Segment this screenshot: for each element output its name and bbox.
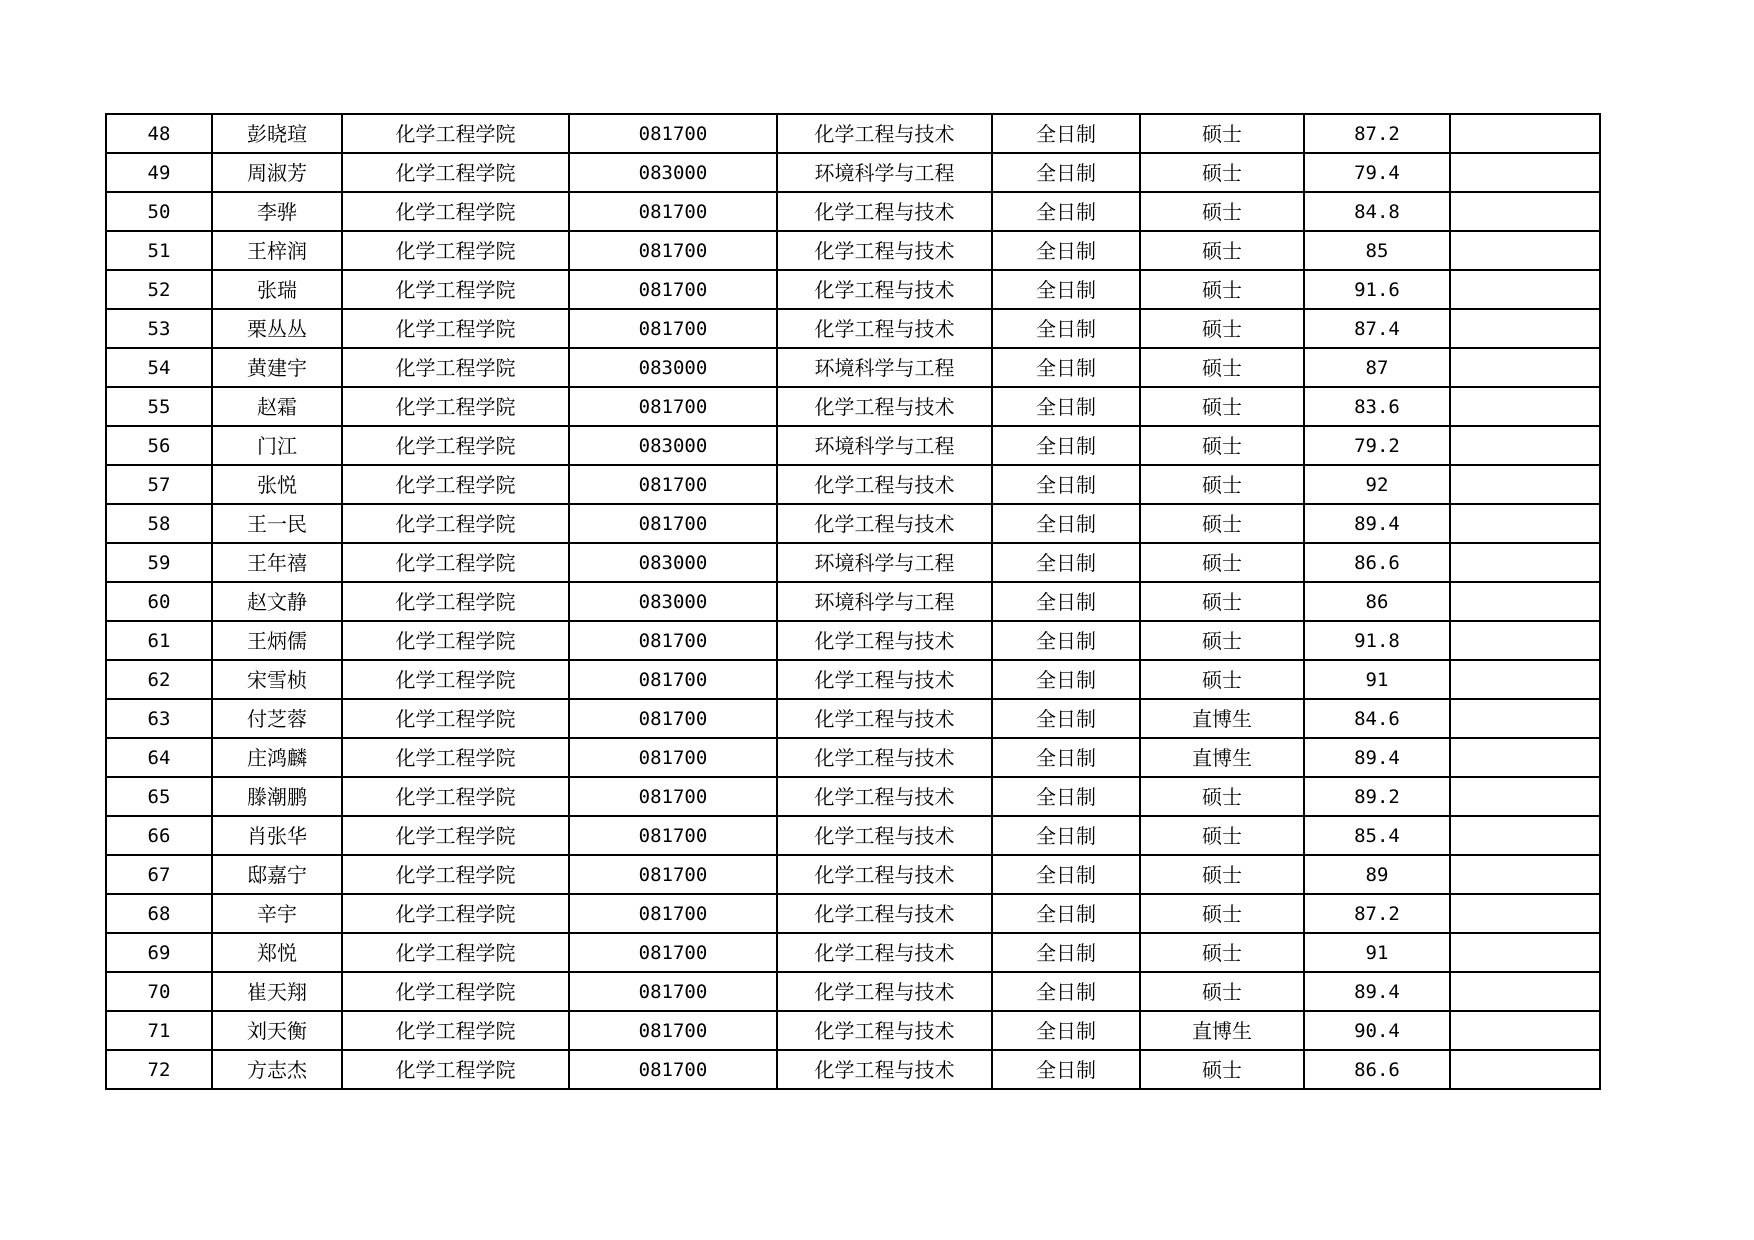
major-name-cell: 化学工程与技术 (777, 504, 992, 543)
student-name-cell: 宋雪桢 (212, 660, 342, 699)
remark-cell (1450, 1050, 1600, 1089)
table-row (106, 738, 1600, 777)
college-cell: 化学工程学院 (342, 465, 569, 504)
remark-cell (1450, 348, 1600, 387)
remark-cell (1450, 855, 1600, 894)
college-cell: 化学工程学院 (342, 231, 569, 270)
degree-type-cell: 直博生 (1140, 699, 1304, 738)
major-code-cell: 083000 (569, 153, 777, 192)
row-number-cell: 53 (106, 309, 212, 348)
row-number-cell: 62 (106, 660, 212, 699)
major-code-cell: 081700 (569, 855, 777, 894)
remark-cell (1450, 309, 1600, 348)
score-cell: 79.2 (1304, 426, 1450, 465)
score-cell: 89.4 (1304, 972, 1450, 1011)
row-number-cell: 66 (106, 816, 212, 855)
row-number-cell: 49 (106, 153, 212, 192)
score-cell: 86.6 (1304, 1050, 1450, 1089)
college-cell: 化学工程学院 (342, 192, 569, 231)
remark-cell (1450, 426, 1600, 465)
student-name-cell: 辛宇 (212, 894, 342, 933)
college-cell: 化学工程学院 (342, 582, 569, 621)
remark-cell (1450, 972, 1600, 1011)
remark-cell (1450, 504, 1600, 543)
study-mode-cell: 全日制 (992, 426, 1140, 465)
major-code-cell: 081700 (569, 738, 777, 777)
remark-cell (1450, 660, 1600, 699)
study-mode-cell: 全日制 (992, 309, 1140, 348)
study-mode-cell: 全日制 (992, 777, 1140, 816)
row-number-cell: 57 (106, 465, 212, 504)
major-name-cell: 化学工程与技术 (777, 1011, 992, 1050)
row-number-cell: 52 (106, 270, 212, 309)
degree-type-cell: 直博生 (1140, 738, 1304, 777)
row-number-cell: 58 (106, 504, 212, 543)
remark-cell (1450, 231, 1600, 270)
study-mode-cell: 全日制 (992, 114, 1140, 153)
score-cell: 85.4 (1304, 816, 1450, 855)
study-mode-cell: 全日制 (992, 270, 1140, 309)
row-number-cell: 51 (106, 231, 212, 270)
student-name-cell: 张瑞 (212, 270, 342, 309)
college-cell: 化学工程学院 (342, 309, 569, 348)
table-row (106, 933, 1600, 972)
study-mode-cell: 全日制 (992, 1011, 1140, 1050)
study-mode-cell: 全日制 (992, 231, 1140, 270)
remark-cell (1450, 270, 1600, 309)
score-cell: 84.6 (1304, 699, 1450, 738)
row-number-cell: 64 (106, 738, 212, 777)
major-name-cell: 化学工程与技术 (777, 660, 992, 699)
student-name-cell: 李骅 (212, 192, 342, 231)
degree-type-cell: 硕士 (1140, 1050, 1304, 1089)
degree-type-cell: 硕士 (1140, 621, 1304, 660)
degree-type-cell: 硕士 (1140, 504, 1304, 543)
degree-type-cell: 硕士 (1140, 855, 1304, 894)
roster-body (106, 114, 1600, 1089)
remark-cell (1450, 543, 1600, 582)
score-cell: 90.4 (1304, 1011, 1450, 1050)
row-number-cell: 72 (106, 1050, 212, 1089)
score-cell: 87.2 (1304, 114, 1450, 153)
college-cell: 化学工程学院 (342, 1050, 569, 1089)
score-cell: 89.4 (1304, 504, 1450, 543)
major-code-cell: 083000 (569, 543, 777, 582)
remark-cell (1450, 387, 1600, 426)
study-mode-cell: 全日制 (992, 1050, 1140, 1089)
degree-type-cell: 硕士 (1140, 231, 1304, 270)
table-row (106, 153, 1600, 192)
score-cell: 89 (1304, 855, 1450, 894)
table-row (106, 231, 1600, 270)
major-code-cell: 081700 (569, 816, 777, 855)
table-row (106, 582, 1600, 621)
major-code-cell: 081700 (569, 972, 777, 1011)
college-cell: 化学工程学院 (342, 894, 569, 933)
row-number-cell: 61 (106, 621, 212, 660)
student-name-cell: 张悦 (212, 465, 342, 504)
score-cell: 85 (1304, 231, 1450, 270)
remark-cell (1450, 933, 1600, 972)
score-cell: 89.2 (1304, 777, 1450, 816)
remark-cell (1450, 777, 1600, 816)
study-mode-cell: 全日制 (992, 699, 1140, 738)
remark-cell (1450, 153, 1600, 192)
student-name-cell: 刘天衡 (212, 1011, 342, 1050)
student-name-cell: 栗丛丛 (212, 309, 342, 348)
major-code-cell: 081700 (569, 660, 777, 699)
major-code-cell: 081700 (569, 387, 777, 426)
college-cell: 化学工程学院 (342, 1011, 569, 1050)
major-code-cell: 081700 (569, 270, 777, 309)
major-name-cell: 化学工程与技术 (777, 1050, 992, 1089)
college-cell: 化学工程学院 (342, 660, 569, 699)
score-cell: 91.8 (1304, 621, 1450, 660)
study-mode-cell: 全日制 (992, 582, 1140, 621)
college-cell: 化学工程学院 (342, 543, 569, 582)
score-cell: 83.6 (1304, 387, 1450, 426)
major-name-cell: 化学工程与技术 (777, 816, 992, 855)
college-cell: 化学工程学院 (342, 621, 569, 660)
student-name-cell: 黄建宇 (212, 348, 342, 387)
score-cell: 91.6 (1304, 270, 1450, 309)
major-code-cell: 081700 (569, 465, 777, 504)
study-mode-cell: 全日制 (992, 348, 1140, 387)
major-name-cell: 化学工程与技术 (777, 894, 992, 933)
remark-cell (1450, 1011, 1600, 1050)
score-cell: 87.4 (1304, 309, 1450, 348)
study-mode-cell: 全日制 (992, 504, 1140, 543)
table-row (106, 465, 1600, 504)
student-name-cell: 赵文静 (212, 582, 342, 621)
roster-table (105, 113, 1601, 1090)
study-mode-cell: 全日制 (992, 621, 1140, 660)
college-cell: 化学工程学院 (342, 348, 569, 387)
degree-type-cell: 硕士 (1140, 153, 1304, 192)
student-name-cell: 王梓润 (212, 231, 342, 270)
table-row (106, 114, 1600, 153)
remark-cell (1450, 114, 1600, 153)
student-name-cell: 郑悦 (212, 933, 342, 972)
study-mode-cell: 全日制 (992, 933, 1140, 972)
study-mode-cell: 全日制 (992, 738, 1140, 777)
table-row (106, 972, 1600, 1011)
degree-type-cell: 硕士 (1140, 270, 1304, 309)
score-cell: 86 (1304, 582, 1450, 621)
row-number-cell: 59 (106, 543, 212, 582)
major-name-cell: 环境科学与工程 (777, 582, 992, 621)
major-code-cell: 081700 (569, 621, 777, 660)
major-code-cell: 081700 (569, 777, 777, 816)
major-name-cell: 化学工程与技术 (777, 738, 992, 777)
study-mode-cell: 全日制 (992, 465, 1140, 504)
remark-cell (1450, 894, 1600, 933)
degree-type-cell: 硕士 (1140, 660, 1304, 699)
college-cell: 化学工程学院 (342, 426, 569, 465)
row-number-cell: 68 (106, 894, 212, 933)
remark-cell (1450, 582, 1600, 621)
college-cell: 化学工程学院 (342, 738, 569, 777)
student-name-cell: 邸嘉宁 (212, 855, 342, 894)
major-name-cell: 化学工程与技术 (777, 972, 992, 1011)
table-row (106, 543, 1600, 582)
major-code-cell: 081700 (569, 894, 777, 933)
score-cell: 89.4 (1304, 738, 1450, 777)
remark-cell (1450, 816, 1600, 855)
student-name-cell: 周淑芳 (212, 153, 342, 192)
table-row (106, 1011, 1600, 1050)
study-mode-cell: 全日制 (992, 153, 1140, 192)
row-number-cell: 60 (106, 582, 212, 621)
student-name-cell: 庄鸿麟 (212, 738, 342, 777)
remark-cell (1450, 465, 1600, 504)
remark-cell (1450, 621, 1600, 660)
major-name-cell: 化学工程与技术 (777, 114, 992, 153)
row-number-cell: 50 (106, 192, 212, 231)
major-code-cell: 081700 (569, 699, 777, 738)
table-row (106, 660, 1600, 699)
study-mode-cell: 全日制 (992, 972, 1140, 1011)
student-name-cell: 赵霜 (212, 387, 342, 426)
major-code-cell: 083000 (569, 426, 777, 465)
degree-type-cell: 硕士 (1140, 972, 1304, 1011)
degree-type-cell: 硕士 (1140, 894, 1304, 933)
score-cell: 92 (1304, 465, 1450, 504)
table-row (106, 192, 1600, 231)
college-cell: 化学工程学院 (342, 270, 569, 309)
score-cell: 84.8 (1304, 192, 1450, 231)
major-name-cell: 化学工程与技术 (777, 192, 992, 231)
degree-type-cell: 硕士 (1140, 309, 1304, 348)
table-row (106, 387, 1600, 426)
table-row (106, 309, 1600, 348)
row-number-cell: 63 (106, 699, 212, 738)
student-name-cell: 方志杰 (212, 1050, 342, 1089)
major-code-cell: 081700 (569, 1011, 777, 1050)
major-name-cell: 化学工程与技术 (777, 933, 992, 972)
score-cell: 86.6 (1304, 543, 1450, 582)
degree-type-cell: 直博生 (1140, 1011, 1304, 1050)
study-mode-cell: 全日制 (992, 660, 1140, 699)
major-name-cell: 化学工程与技术 (777, 231, 992, 270)
major-code-cell: 083000 (569, 582, 777, 621)
student-name-cell: 肖张华 (212, 816, 342, 855)
row-number-cell: 69 (106, 933, 212, 972)
row-number-cell: 67 (106, 855, 212, 894)
study-mode-cell: 全日制 (992, 855, 1140, 894)
table-row (106, 855, 1600, 894)
major-code-cell: 083000 (569, 348, 777, 387)
major-code-cell: 081700 (569, 231, 777, 270)
major-name-cell: 化学工程与技术 (777, 777, 992, 816)
row-number-cell: 48 (106, 114, 212, 153)
student-name-cell: 王年禧 (212, 543, 342, 582)
row-number-cell: 54 (106, 348, 212, 387)
degree-type-cell: 硕士 (1140, 192, 1304, 231)
student-name-cell: 付芝蓉 (212, 699, 342, 738)
college-cell: 化学工程学院 (342, 933, 569, 972)
student-name-cell: 彭晓瑄 (212, 114, 342, 153)
student-name-cell: 崔天翔 (212, 972, 342, 1011)
student-name-cell: 王炳儒 (212, 621, 342, 660)
major-name-cell: 环境科学与工程 (777, 348, 992, 387)
row-number-cell: 70 (106, 972, 212, 1011)
score-cell: 79.4 (1304, 153, 1450, 192)
row-number-cell: 56 (106, 426, 212, 465)
table-row (106, 1050, 1600, 1089)
table-row (106, 348, 1600, 387)
degree-type-cell: 硕士 (1140, 816, 1304, 855)
major-name-cell: 化学工程与技术 (777, 465, 992, 504)
table-row (106, 894, 1600, 933)
student-name-cell: 滕潮鹏 (212, 777, 342, 816)
table-row (106, 426, 1600, 465)
score-cell: 91 (1304, 660, 1450, 699)
score-cell: 87 (1304, 348, 1450, 387)
major-name-cell: 环境科学与工程 (777, 426, 992, 465)
student-name-cell: 门江 (212, 426, 342, 465)
degree-type-cell: 硕士 (1140, 543, 1304, 582)
degree-type-cell: 硕士 (1140, 582, 1304, 621)
study-mode-cell: 全日制 (992, 894, 1140, 933)
study-mode-cell: 全日制 (992, 543, 1140, 582)
table-row (106, 621, 1600, 660)
major-code-cell: 081700 (569, 933, 777, 972)
college-cell: 化学工程学院 (342, 504, 569, 543)
student-name-cell: 王一民 (212, 504, 342, 543)
major-code-cell: 081700 (569, 192, 777, 231)
college-cell: 化学工程学院 (342, 816, 569, 855)
remark-cell (1450, 738, 1600, 777)
degree-type-cell: 硕士 (1140, 933, 1304, 972)
college-cell: 化学工程学院 (342, 855, 569, 894)
study-mode-cell: 全日制 (992, 387, 1140, 426)
degree-type-cell: 硕士 (1140, 465, 1304, 504)
study-mode-cell: 全日制 (992, 192, 1140, 231)
college-cell: 化学工程学院 (342, 153, 569, 192)
major-code-cell: 081700 (569, 1050, 777, 1089)
major-name-cell: 化学工程与技术 (777, 855, 992, 894)
college-cell: 化学工程学院 (342, 387, 569, 426)
major-name-cell: 化学工程与技术 (777, 270, 992, 309)
major-name-cell: 环境科学与工程 (777, 153, 992, 192)
major-code-cell: 081700 (569, 114, 777, 153)
row-number-cell: 55 (106, 387, 212, 426)
major-name-cell: 化学工程与技术 (777, 309, 992, 348)
table-row (106, 270, 1600, 309)
score-cell: 91 (1304, 933, 1450, 972)
degree-type-cell: 硕士 (1140, 426, 1304, 465)
table-row (106, 816, 1600, 855)
college-cell: 化学工程学院 (342, 114, 569, 153)
table-row (106, 699, 1600, 738)
major-code-cell: 081700 (569, 504, 777, 543)
score-cell: 87.2 (1304, 894, 1450, 933)
degree-type-cell: 硕士 (1140, 777, 1304, 816)
college-cell: 化学工程学院 (342, 972, 569, 1011)
degree-type-cell: 硕士 (1140, 348, 1304, 387)
college-cell: 化学工程学院 (342, 777, 569, 816)
study-mode-cell: 全日制 (992, 816, 1140, 855)
major-name-cell: 化学工程与技术 (777, 387, 992, 426)
major-name-cell: 环境科学与工程 (777, 543, 992, 582)
major-name-cell: 化学工程与技术 (777, 621, 992, 660)
college-cell: 化学工程学院 (342, 699, 569, 738)
major-name-cell: 化学工程与技术 (777, 699, 992, 738)
row-number-cell: 65 (106, 777, 212, 816)
table-row (106, 504, 1600, 543)
degree-type-cell: 硕士 (1140, 114, 1304, 153)
row-number-cell: 71 (106, 1011, 212, 1050)
remark-cell (1450, 699, 1600, 738)
table-row (106, 777, 1600, 816)
degree-type-cell: 硕士 (1140, 387, 1304, 426)
major-code-cell: 081700 (569, 309, 777, 348)
remark-cell (1450, 192, 1600, 231)
